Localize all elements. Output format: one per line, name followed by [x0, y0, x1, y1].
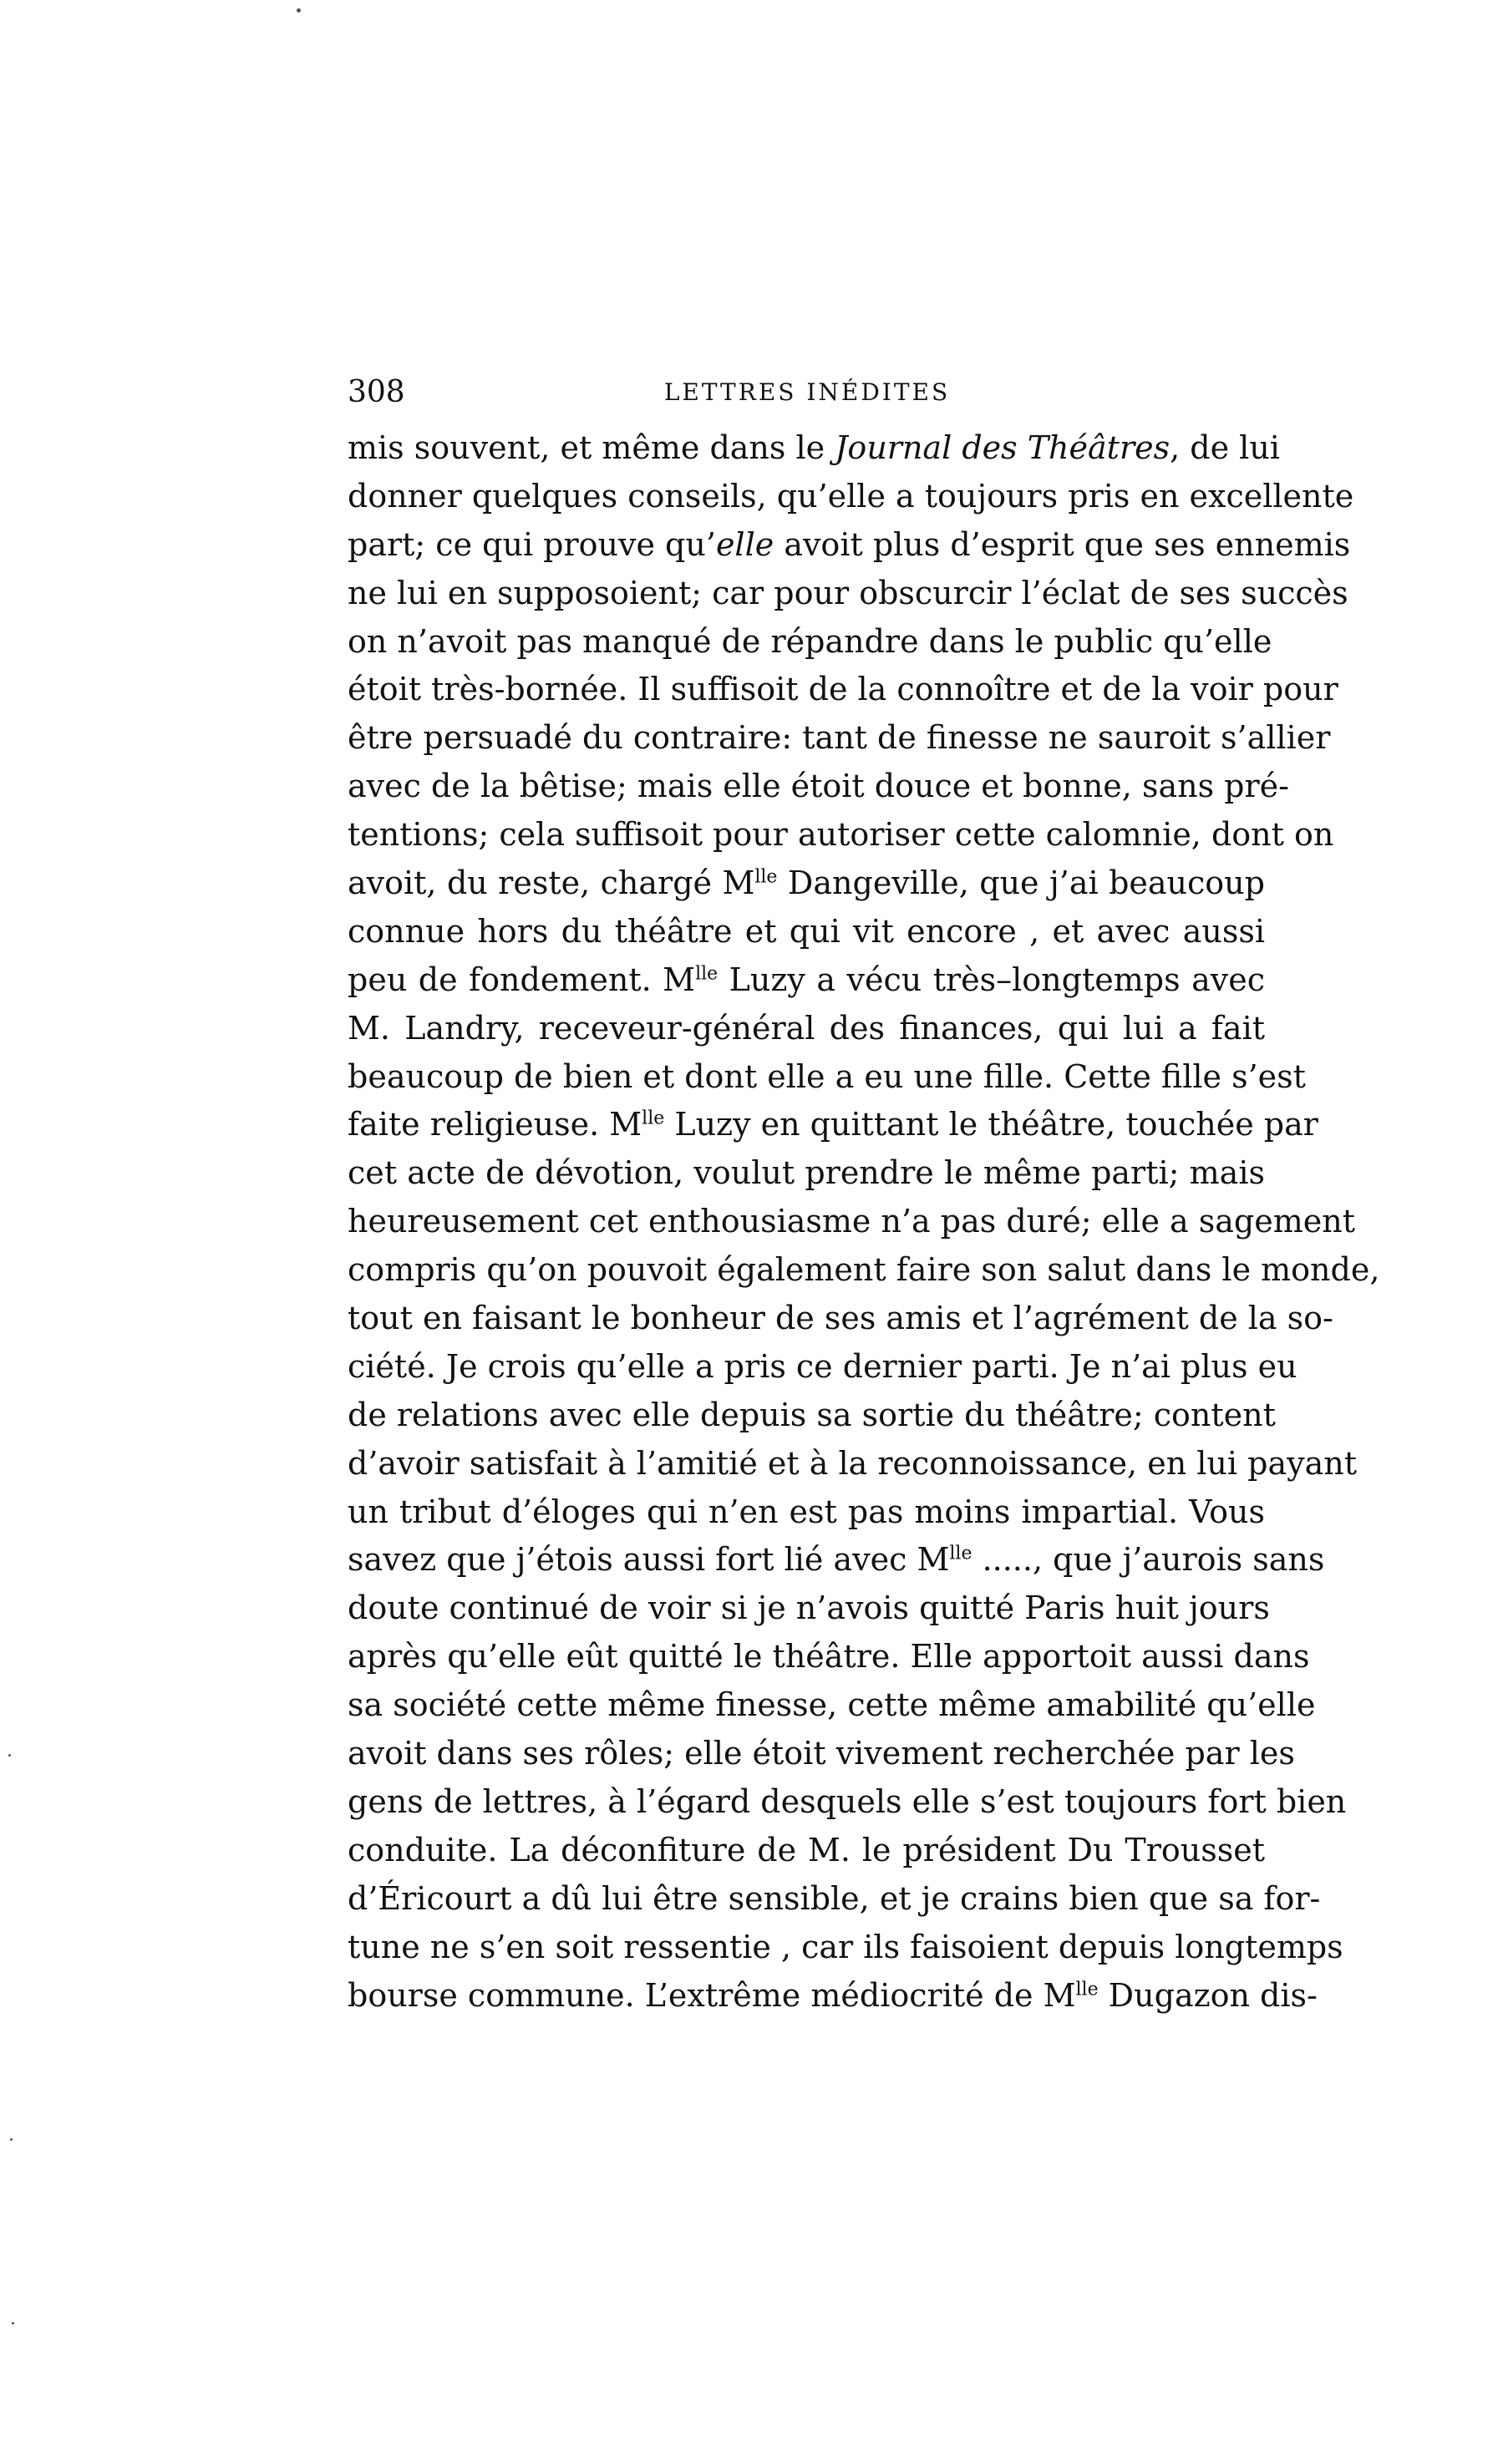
- text-line: étoit très-bornée. Il suffisoit de la connoître et de la voir pour: [348, 671, 1338, 708]
- text-line: avec de la bêtise; mais elle étoit douce et bonne, sans pré-: [348, 768, 1289, 805]
- text-segment: peu de fondement. M: [348, 961, 696, 998]
- scan-speck: [10, 2138, 13, 2141]
- text-segment: Luzy en quittant le théâtre, touchée par: [664, 1106, 1318, 1143]
- text-segment: avoit, du reste, chargé M: [348, 864, 755, 902]
- text-line: [348, 859, 1265, 908]
- text-line: compris qu’on pouvoit également faire son salut dans le monde,: [348, 1251, 1380, 1289]
- text-segment: faite religieuse. M: [348, 1106, 642, 1143]
- text-line: cet acte de dévotion, voulut prendre le même parti; mais: [348, 1154, 1265, 1192]
- superscript: lle: [695, 963, 719, 985]
- text-segment: ....., que j’aurois sans: [972, 1541, 1325, 1579]
- text-line: sa société cette même finesse, cette même amabilité qu’elle: [348, 1686, 1316, 1724]
- text-line: [348, 1536, 1325, 1584]
- text-line: tentions; cela suffisoit pour autoriser cette calomnie, dont on: [348, 816, 1334, 854]
- text-segment: Dangeville, que j’ai beaucoup: [777, 864, 1265, 902]
- text-line: conduite. La déconfiture de M. le président Du Trousset: [348, 1831, 1265, 1868]
- text-line: après qu’elle eût quitté le théâtre. Elle apportoit aussi dans: [348, 1638, 1310, 1676]
- text-line: un tribut d’éloges qui n’en est pas moins impartial. Vous: [348, 1493, 1265, 1530]
- text-line: avoit dans ses rôles; elle étoit vivement recherchée par les: [348, 1735, 1295, 1772]
- text-line: beaucoup de bien et dont elle a eu une fille. Cette fille s’est: [348, 1057, 1306, 1095]
- text-line: d’Éricourt a dû lui être sensible, et je crains bien que sa for-: [348, 1879, 1321, 1917]
- text-line: ne lui en supposoient; car pour obscurcir l’éclat de ses succès: [348, 574, 1348, 611]
- text-line: heureusement cet enthousiasme n’a pas duré; elle a sagement: [348, 1203, 1355, 1240]
- text-line: tout en faisant le bonheur de ses amis et l’agrément de la so-: [348, 1300, 1333, 1337]
- text-segment: mis souvent, et même dans le: [348, 429, 835, 466]
- text-line: tune ne s’en soit ressentie , car ils faisoient depuis longtemps: [348, 1928, 1343, 1965]
- text-segment: , de lui: [1170, 429, 1280, 466]
- superscript: lle: [1075, 1978, 1099, 2000]
- text-segment: Dugazon dis-: [1098, 1976, 1318, 2014]
- text-segment: avoit plus d’esprit que ses ennemis: [774, 525, 1351, 563]
- italic-title: Journal des Théâtres: [835, 429, 1171, 466]
- scan-speck: [12, 2322, 14, 2325]
- running-title: LETTRES INÉDITES: [663, 378, 951, 406]
- running-head: [348, 368, 1267, 418]
- text-line: on n’avoit pas manqué de répandre dans le public qu’elle: [348, 622, 1272, 660]
- text-line: doute continué de voir si je n’avois quitté Paris huit jours: [348, 1589, 1270, 1627]
- superscript: lle: [949, 1543, 972, 1564]
- page-number: 308: [348, 375, 405, 409]
- text-line: être persuadé du contraire: tant de finesse ne sauroit s’allier: [348, 719, 1331, 757]
- text-segment: part; ce qui prouve qu’: [348, 525, 716, 563]
- text-line: [348, 1101, 1318, 1149]
- body-text: [348, 424, 1380, 2020]
- italic-word: elle: [715, 525, 774, 563]
- text-line: d’avoir satisfait à l’amitié et à la reconnoissance, en lui payant: [348, 1444, 1357, 1482]
- text-line: donner quelques conseils, qu’elle a toujours pris en excellente: [348, 477, 1354, 515]
- text-line: [348, 424, 1280, 473]
- text-segment: bourse commune. L’extrême médiocrité de M: [348, 1976, 1076, 2014]
- superscript: lle: [642, 1108, 665, 1129]
- text-line: M. Landry, receveur-général des finances, qui lui a fait: [348, 1009, 1265, 1047]
- text-segment: savez que j’étois aussi fort lié avec M: [348, 1541, 950, 1579]
- text-line: [348, 1972, 1318, 2020]
- text-line: de relations avec elle depuis sa sortie du théâtre; content: [348, 1396, 1276, 1433]
- text-segment: Luzy a vécu très–longtemps avec: [718, 961, 1265, 998]
- text-line: gens de lettres, à l’égard desquels elle s’est toujours fort bien: [348, 1782, 1347, 1820]
- text-line: [348, 956, 1265, 1005]
- superscript: lle: [754, 866, 778, 888]
- scan-speck: [297, 8, 301, 13]
- text-line: ciété. Je crois qu’elle a pris ce dernier parti. Je n’ai plus eu: [348, 1347, 1297, 1385]
- text-line: connue hors du théâtre et qui vit encore , et avec aussi: [348, 912, 1265, 950]
- text-line: [348, 521, 1351, 570]
- scan-speck: [8, 1754, 11, 1757]
